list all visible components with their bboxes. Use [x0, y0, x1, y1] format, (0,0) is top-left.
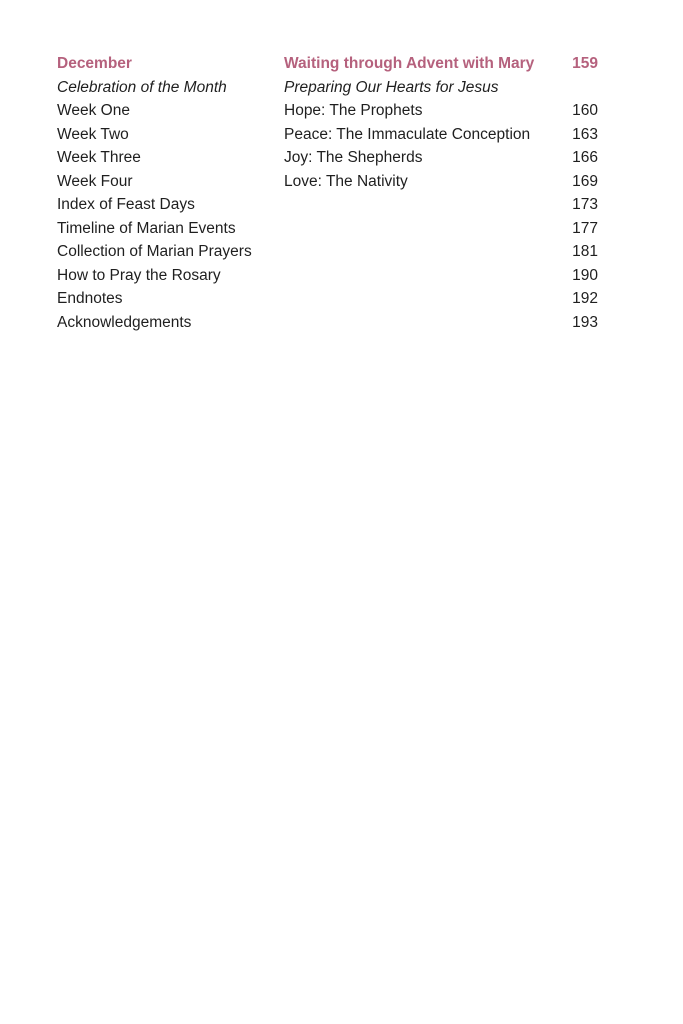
week-label: Week Four [57, 172, 133, 190]
section-page-number: 159 [572, 55, 598, 72]
toc-row-week [57, 170, 598, 194]
toc-row-week [57, 99, 598, 123]
toc-row-back-matter [57, 217, 598, 241]
toc-subheading-row [57, 76, 598, 100]
entry-label: Endnotes [57, 290, 123, 307]
week-title: Peace: The Immaculate Conception [284, 125, 531, 143]
page-number: 190 [572, 266, 598, 284]
week-title: Love: The Nativity [284, 172, 408, 190]
section-heading: December [57, 55, 132, 72]
subheading-title: Preparing Our Hearts for Jesus [284, 78, 499, 96]
toc-heading-row [57, 52, 598, 76]
toc-row-back-matter [57, 264, 598, 288]
page-number: 181 [572, 243, 598, 260]
subheading-label: Celebration of the Month [57, 78, 227, 96]
toc-row-week [57, 123, 598, 147]
toc-row-back-matter [57, 240, 598, 264]
week-label: Week Three [57, 149, 141, 166]
entry-label: Index of Feast Days [57, 196, 195, 213]
page-number: 160 [572, 102, 598, 119]
table-of-contents [57, 52, 598, 334]
page-number: 192 [572, 290, 598, 307]
week-title: Hope: The Prophets [284, 102, 423, 119]
week-label: Week One [57, 102, 130, 119]
week-title: Joy: The Shepherds [284, 149, 423, 166]
toc-row-back-matter [57, 311, 598, 335]
page-number: 169 [572, 172, 598, 190]
toc-row-back-matter [57, 287, 598, 311]
entry-label: Collection of Marian Prayers [57, 243, 252, 260]
page-number: 177 [572, 219, 598, 237]
page-number: 166 [572, 149, 598, 166]
entry-label: Acknowledgements [57, 313, 192, 331]
page-number: 193 [572, 313, 598, 331]
page-number: 163 [572, 125, 598, 143]
page-number: 173 [572, 196, 598, 213]
week-label: Week Two [57, 125, 129, 143]
toc-row-back-matter [57, 193, 598, 217]
entry-label: Timeline of Marian Events [57, 219, 236, 237]
section-title: Waiting through Advent with Mary [284, 55, 535, 72]
toc-row-week [57, 146, 598, 170]
entry-label: How to Pray the Rosary [57, 266, 221, 284]
